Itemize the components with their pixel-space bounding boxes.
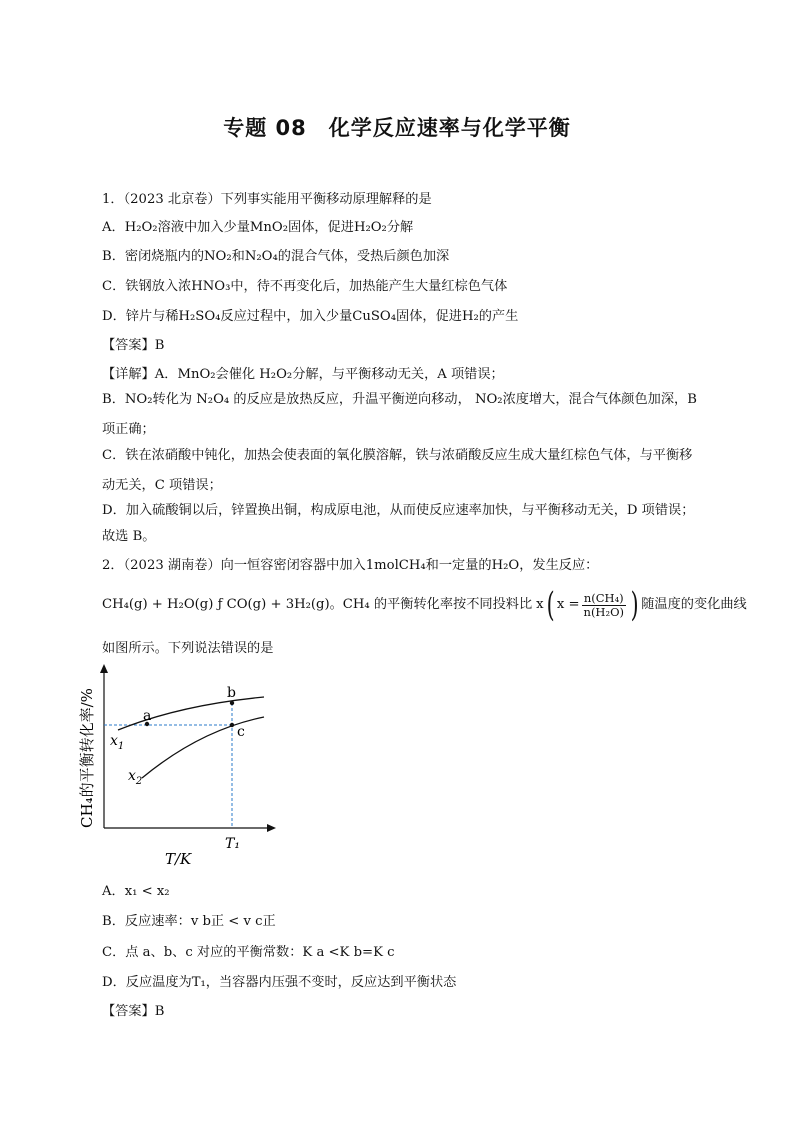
series-x1-label: $x_1$ bbox=[110, 733, 125, 752]
conversion-chart bbox=[70, 660, 290, 870]
q2-ratio-fraction bbox=[582, 592, 626, 619]
point-b-label: b bbox=[227, 685, 236, 701]
x-tick-t1: T₁ bbox=[225, 836, 240, 852]
q2-answer: 【答案】B bbox=[102, 1004, 165, 1019]
q1-explain-d: D．加入硫酸铜以后，锌置换出铜，构成原电池，从而使反应速率加快，与平衡移动无关，D 项错误； bbox=[102, 503, 695, 518]
page-title bbox=[0, 112, 794, 142]
point-b bbox=[230, 701, 234, 705]
x-axis-label: T/K bbox=[165, 850, 192, 868]
y-axis-label: CH₄的平衡转化率/% bbox=[78, 688, 96, 828]
fraction-numerator: n(CH₄) bbox=[583, 590, 624, 605]
q2-option-a: A．x₁ < x₂ bbox=[102, 884, 170, 899]
q1-option-a: A．H₂O₂溶液中加入少量MnO₂固体，促进H₂O₂分解 bbox=[102, 220, 414, 235]
point-a-label: a bbox=[143, 708, 152, 724]
title-topic-number: 专题 08 bbox=[223, 116, 307, 140]
left-paren-icon: ( bbox=[546, 585, 555, 625]
q2-option-d: D．反应温度为T₁，当容器内压强不变时，反应达到平衡状态 bbox=[102, 975, 457, 990]
series-x2-curve bbox=[142, 717, 264, 778]
point-c bbox=[230, 723, 234, 727]
q2-stem: 2．（2023 湖南卷）向一恒容密闭容器中加入1molCH₄和一定量的H₂O，发生反应： bbox=[102, 558, 599, 573]
q2-stem-cont: 如图所示。下列说法错误的是 bbox=[102, 641, 274, 656]
q2-equation-tail: 。CH₄ 的平衡转化率按不同投料比 bbox=[329, 597, 533, 612]
series-x2-label: $x_2$ bbox=[128, 768, 143, 787]
q1-explain-a: 【详解】A．MnO₂会催化 H₂O₂分解，与平衡移动无关，A 项错误； bbox=[102, 367, 504, 382]
point-c-label: c bbox=[237, 724, 245, 740]
q1-explain-b: B．NO₂转化为 N₂O₄ 的反应是放热反应，升温平衡逆向移动， NO₂浓度增大，混合气体颜色加深，B 项正确； bbox=[102, 392, 697, 437]
q2-equation: CH₄(g) + H₂O(g) ƒ CO(g) + 3H₂(g) bbox=[102, 597, 330, 612]
right-paren-icon: ) bbox=[630, 585, 639, 625]
q2-equation-after: 随温度的变化曲线 bbox=[641, 597, 747, 612]
q1-conclusion: 故选 B。 bbox=[102, 529, 156, 544]
q2-option-b: B．反应速率：v b正 < v c正 bbox=[102, 914, 276, 929]
q1-stem: 1．（2023 北京卷）下列事实能用平衡移动原理解释的是 bbox=[102, 192, 432, 207]
q2-option-c: C．点 a、b、c 对应的平衡常数：K a <K b=K c bbox=[102, 945, 395, 960]
x-axis-arrow-icon bbox=[267, 824, 276, 832]
q1-option-b: B．密闭烧瓶内的NO₂和N₂O₄的混合气体，受热后颜色加深 bbox=[102, 249, 450, 264]
q2-equation-line bbox=[102, 585, 747, 625]
title-topic-name: 化学反应速率与化学平衡 bbox=[328, 116, 571, 140]
q2-x-symbol: x bbox=[536, 597, 544, 612]
q2-x-equals: x = bbox=[556, 597, 580, 612]
q1-option-c: C．铁钢放入浓HNO₃中，待不再变化后，加热能产生大量红棕色气体 bbox=[102, 279, 508, 294]
q1-explain-c: C．铁在浓硝酸中钝化，加热会使表面的氧化膜溶解，铁与浓硝酸反应生成大量红棕色气体，与平衡移动无关，C 项错误； bbox=[102, 448, 693, 493]
q1-answer: 【答案】B bbox=[102, 338, 165, 353]
fraction-denominator: n(H₂O) bbox=[583, 604, 624, 619]
y-axis-arrow-icon bbox=[100, 664, 108, 673]
q1-option-d: D．锌片与稀H₂SO₄反应过程中，加入少量CuSO₄固体，促进H₂的产生 bbox=[102, 309, 519, 324]
